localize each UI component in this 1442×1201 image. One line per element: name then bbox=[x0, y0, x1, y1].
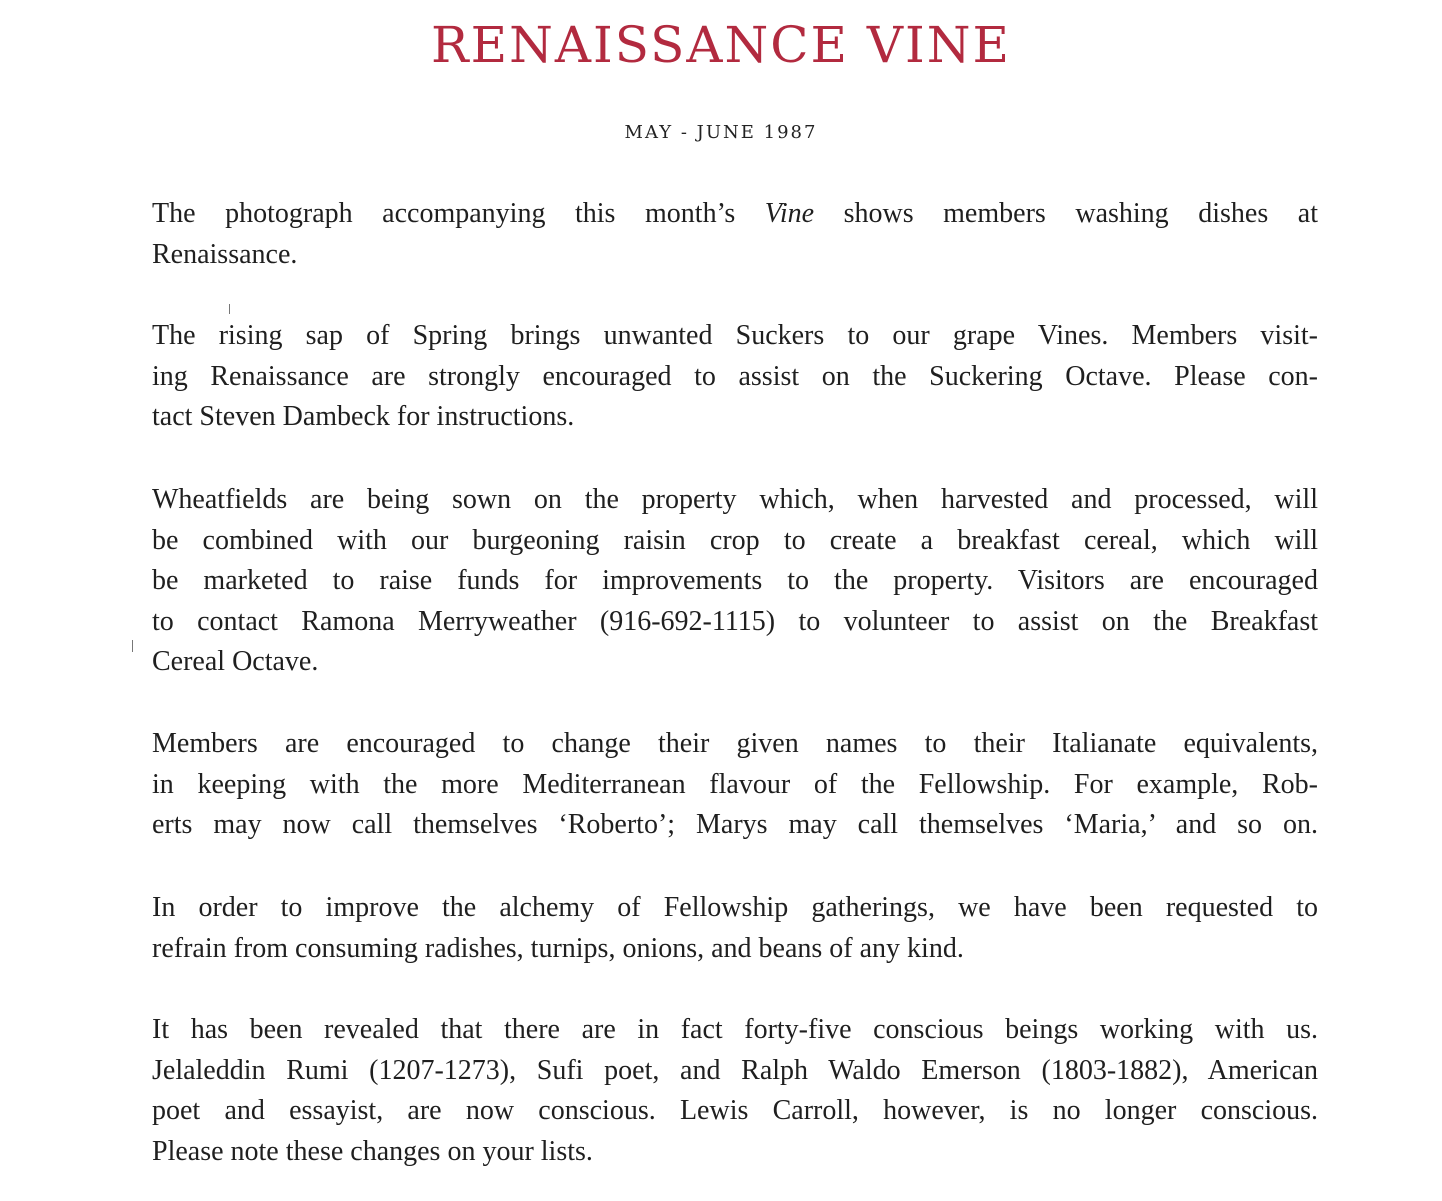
scan-mark bbox=[229, 304, 230, 314]
paragraph-suckering bbox=[152, 316, 1318, 438]
paragraph-line: erts may now call themselves ‘Roberto’; Marys may call themselves ‘Maria,’ and so on. bbox=[152, 809, 1318, 840]
paragraph-wheatfields bbox=[152, 480, 1318, 683]
paragraph-line: in keeping with the more Mediterranean flavour of the Fellowship. For example, Rob- bbox=[152, 768, 1318, 800]
paragraph-line: be combined with our burgeoning raisin crop to create a breakfast cereal, which will bbox=[152, 524, 1318, 556]
paragraph-line: poet and essayist, are now conscious. Lewis Carroll, however, is no longer conscious. bbox=[152, 1095, 1318, 1126]
paragraph-photograph bbox=[152, 194, 1318, 275]
paragraph-line: to contact Ramona Merryweather (916-692-1115) to volunteer to assist on the Breakfast bbox=[152, 605, 1318, 637]
paragraph-line: The photograph accompanying this month’s Vine shows members washing dishes at bbox=[152, 198, 1318, 229]
paragraph-line: Members are encouraged to change their given names to their Italianate equivalents, bbox=[152, 728, 1318, 759]
paragraph-line: The rising sap of Spring brings unwanted Suckers to our grape Vines. Members visit- bbox=[152, 320, 1318, 351]
newsletter-title: RENAISSANCE VINE bbox=[431, 16, 1011, 74]
paragraph-conscious-beings bbox=[152, 1010, 1318, 1172]
scan-mark bbox=[132, 640, 133, 652]
paragraph-italianate-names bbox=[152, 724, 1318, 846]
paragraph-line: Wheatfields are being sown on the property which, when harvested and processed, will bbox=[152, 484, 1318, 515]
paragraph-line: Renaissance. bbox=[152, 238, 298, 270]
paragraph-alchemy bbox=[152, 888, 1318, 969]
paragraph-line: It has been revealed that there are in fact forty-five conscious beings working with us. bbox=[152, 1014, 1318, 1045]
paragraph-line: tact Steven Dambeck for instructions. bbox=[152, 401, 575, 432]
paragraph-line: be marketed to raise funds for improvements to the property. Visitors are encouraged bbox=[152, 565, 1318, 596]
paragraph-line: Please note these changes on your lists. bbox=[152, 1135, 593, 1167]
paragraph-line: Jelaleddin Rumi (1207-1273), Sufi poet, and Ralph Waldo Emerson (1803-1882), American bbox=[152, 1054, 1318, 1086]
paragraph-line: refrain from consuming radishes, turnips, onions, and beans of any kind. bbox=[152, 932, 964, 964]
paragraph-line: ing Renaissance are strongly encouraged to assist on the Suckering Octave. Please con- bbox=[152, 360, 1318, 392]
paragraph-line: Cereal Octave. bbox=[152, 646, 319, 677]
paragraph-line: In order to improve the alchemy of Fellowship gatherings, we have been requested to bbox=[152, 892, 1318, 923]
issue-date: MAY - JUNE 1987 bbox=[624, 122, 818, 143]
